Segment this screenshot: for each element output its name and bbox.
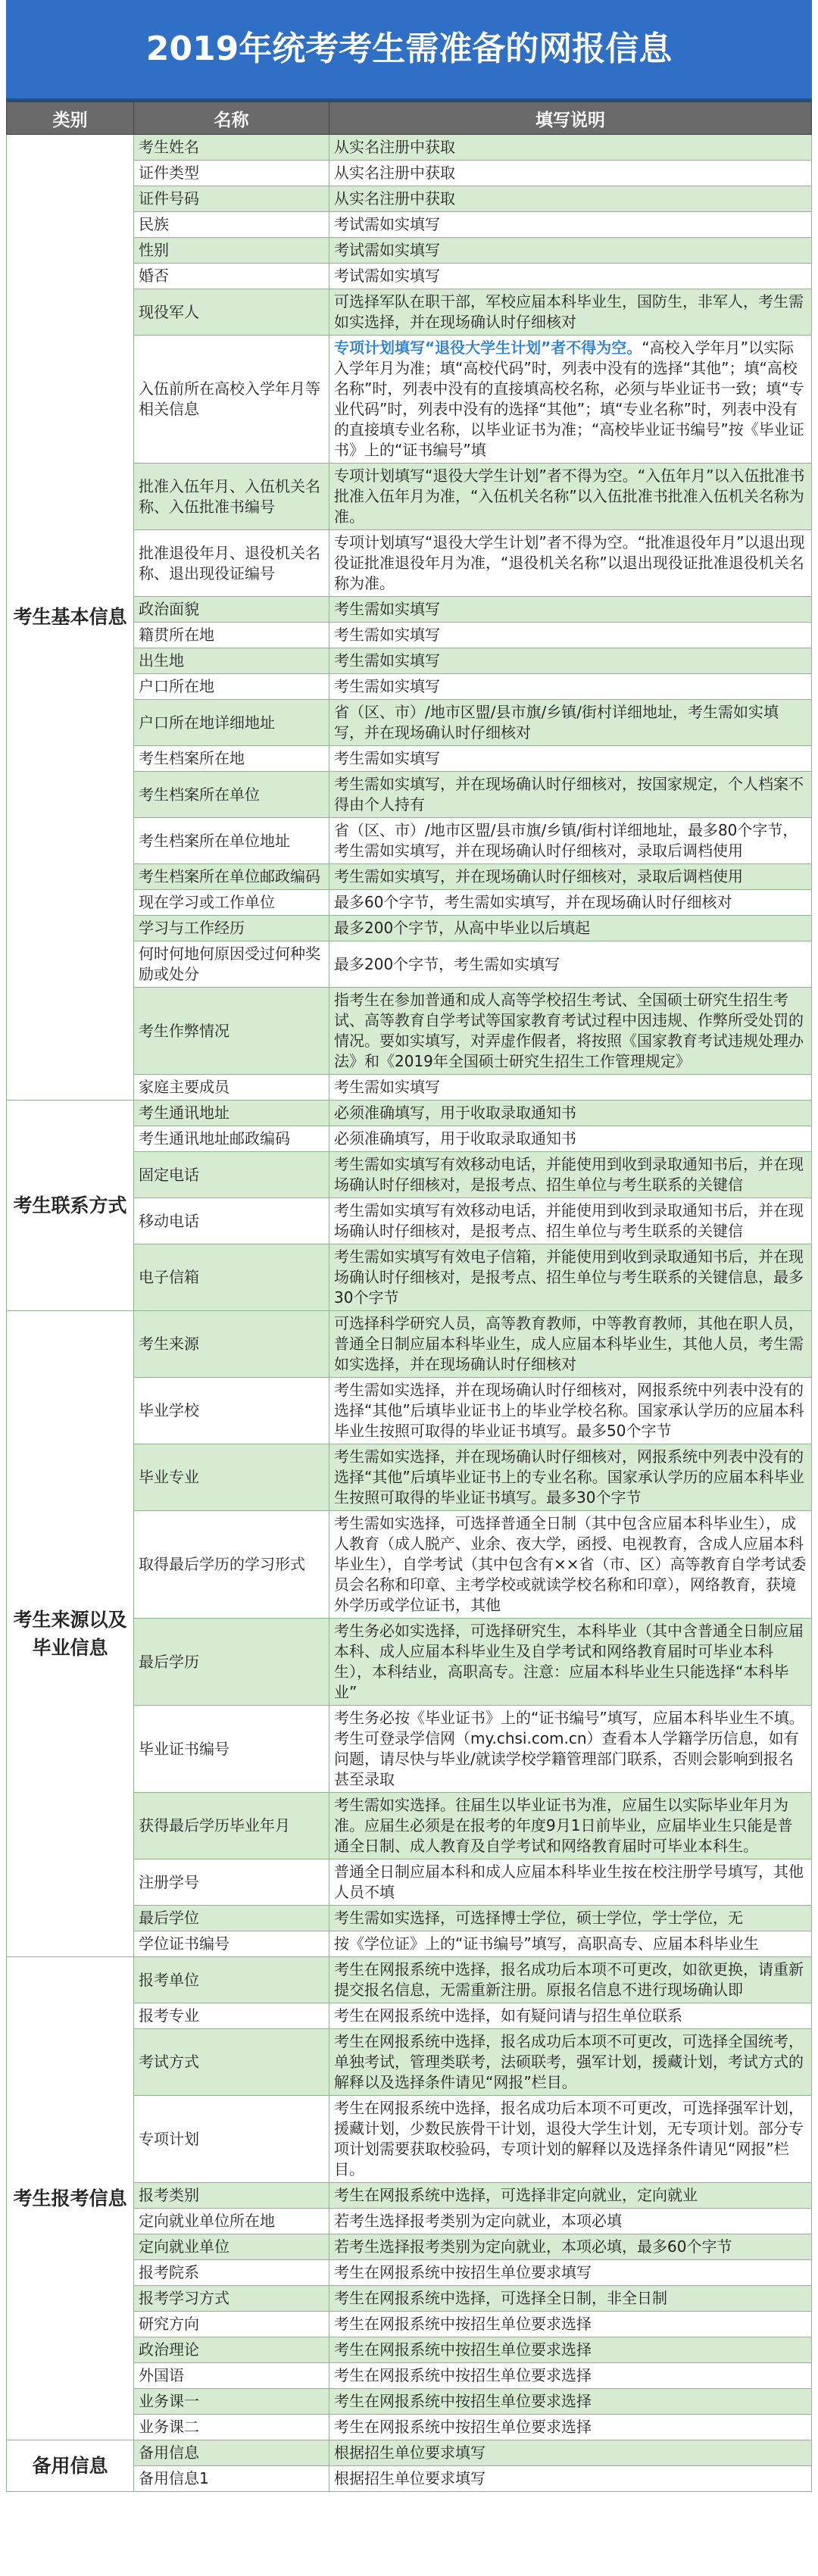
field-description: 考生需如实选择，并在现场确认时仔细核对，网报系统中列表中没有的选择“其他”后填毕业证书上的专业名称。国家承认学历的应届本科毕业生按照可取得的毕业证书填写。最多30个字节 xyxy=(329,1444,812,1511)
field-description: 可选择军队在职干部，军校应届本科毕业生，国防生，非军人，考生需如实选择，并在现场确认时仔细核对 xyxy=(329,289,812,336)
category-cell: 考生来源以及毕业信息 xyxy=(7,1311,134,1957)
field-description: 考生需如实填写 xyxy=(329,648,812,674)
description-text: “高校入学年月”以实际入学年月为准；填“高校代码”时，列表中没有的选择“其他”；填“高校名称”时，列表中没有的直接填高校名称，必须与毕业证书一致；填“专业代码”时，列表中没有的选择“其他”；填“专业名称”时，列表中没有的直接填专业名称，以毕业证书为准；“高校毕业证书编号”按《毕业证书》上的“证书编号”填 xyxy=(334,339,804,459)
field-name: 考试方式 xyxy=(134,2029,329,2096)
field-description xyxy=(329,336,812,464)
field-description: 考生需如实填写 xyxy=(329,674,812,700)
field-description: 从实名注册中获取 xyxy=(329,161,812,186)
field-name: 外国语 xyxy=(134,2363,329,2389)
field-description: 考生需如实选择。往届生以毕业证书为准，应届生以实际毕业年月为准。应届生必须是在报考的年度9月1日前毕业，应届毕业生只能是普通全日制、成人教育及自学考试和网络教育届时可毕业本科生。 xyxy=(329,1793,812,1859)
field-name: 考生通讯地址邮政编码 xyxy=(134,1126,329,1152)
field-name: 何时何地何原因受过何种奖励或处分 xyxy=(134,941,329,988)
field-name: 报考类别 xyxy=(134,2183,329,2209)
field-description: 考生务必按《毕业证书》上的“证书编号”填写，应届本科毕业生不填。考生可登录学信网（my.chsi.com.cn）查看本人学籍学历信息，如有问题，请尽快与毕业/就读学校学籍管理部门联系，否则会影响到报名甚至录取 xyxy=(329,1706,812,1793)
field-description: 专项计划填写“退役大学生计划”者不得为空。“批准退役年月”以退出现役证批准退役年月为准，“退役机关名称”以退出现役证批准退役机关名称为准。 xyxy=(329,530,812,597)
field-name: 业务课二 xyxy=(134,2415,329,2440)
field-name: 学习与工作经历 xyxy=(134,916,329,941)
field-name: 备用信息1 xyxy=(134,2466,329,2492)
field-name: 户口所在地详细地址 xyxy=(134,700,329,746)
field-name: 考生档案所在地 xyxy=(134,746,329,772)
field-name: 报考学习方式 xyxy=(134,2286,329,2312)
field-description: 考生在网报系统中按招生单位要求选择 xyxy=(329,2415,812,2440)
field-name: 考生档案所在单位邮政编码 xyxy=(134,864,329,890)
field-name: 政治面貌 xyxy=(134,597,329,623)
category-cell: 考生报考信息 xyxy=(7,1957,134,2440)
field-name: 籍贯所在地 xyxy=(134,623,329,648)
page-title: 2019年统考考生需准备的网报信息 xyxy=(6,0,812,101)
field-name: 户口所在地 xyxy=(134,674,329,700)
field-name: 专项计划 xyxy=(134,2096,329,2183)
field-description: 考生需如实填写，并在现场确认时仔细核对，按国家规定，个人档案不得由个人持有 xyxy=(329,772,812,818)
field-description: 根据招生单位要求填写 xyxy=(329,2466,812,2492)
field-name: 定向就业单位 xyxy=(134,2234,329,2260)
field-description: 考生需如实选择，并在现场确认时仔细核对，网报系统中列表中没有的选择“其他”后填毕业证书上的毕业学校名称。国家承认学历的应届本科毕业生按照可取得的毕业证书填写。最多50个字节 xyxy=(329,1378,812,1444)
field-description: 最多60个字节，考生需如实填写，并在现场确认时仔细核对 xyxy=(329,890,812,916)
field-name: 批准入伍年月、入伍机关名称、入伍批准书编号 xyxy=(134,464,329,530)
field-name: 性别 xyxy=(134,238,329,264)
field-description: 根据招生单位要求填写 xyxy=(329,2440,812,2466)
field-description: 指考生在参加普通和成人高等学校招生考试、全国硕士研究生招生考试、高等教育自学考试等国家教育考试过程中因违规、作弊所受处罚的情况。要如实填写，对弄虚作假者，将按照《国家教育考试违规处理办法》和《2019年全国硕士研究生招生工作管理规定》 xyxy=(329,988,812,1075)
field-name: 考生作弊情况 xyxy=(134,988,329,1075)
field-name: 学位证书编号 xyxy=(134,1931,329,1957)
field-name: 考生档案所在单位地址 xyxy=(134,818,329,864)
field-description: 考生在网报系统中按招生单位要求选择 xyxy=(329,2312,812,2337)
field-name: 电子信箱 xyxy=(134,1244,329,1311)
header-desc: 填写说明 xyxy=(329,102,812,135)
field-description: 从实名注册中获取 xyxy=(329,186,812,212)
field-name: 民族 xyxy=(134,212,329,238)
field-name: 家庭主要成员 xyxy=(134,1075,329,1101)
field-description: 考生在网报系统中按招生单位要求填写 xyxy=(329,2260,812,2286)
field-name: 定向就业单位所在地 xyxy=(134,2209,329,2234)
field-description: 考生需如实填写，并在现场确认时仔细核对，录取后调档使用 xyxy=(329,864,812,890)
table-row xyxy=(7,1311,812,1378)
field-description: 考生在网报系统中选择，可选择非定向就业，定向就业 xyxy=(329,2183,812,2209)
table-header xyxy=(7,102,812,135)
field-description: 可选择科学研究人员，高等教育教师，中等教育教师，其他在职人员，普通全日制应届本科毕业生，成人应届本科毕业生，其他人员，考生需如实选择，并在现场确认时仔细核对 xyxy=(329,1311,812,1378)
field-description: 考试需如实填写 xyxy=(329,212,812,238)
field-name: 婚否 xyxy=(134,264,329,289)
field-name: 备用信息 xyxy=(134,2440,329,2466)
table-body xyxy=(7,135,812,2492)
field-name: 业务课一 xyxy=(134,2389,329,2415)
table-row xyxy=(7,1957,812,2003)
field-name: 考生姓名 xyxy=(134,135,329,161)
field-description: 若考生选择报考类别为定向就业，本项必填 xyxy=(329,2209,812,2234)
field-description: 考生需如实填写有效电子信箱，并能使用到收到录取通知书后，并在现场确认时仔细核对，是报考点、招生单位与考生联系的关键信息，最多30个字节 xyxy=(329,1244,812,1311)
field-name: 出生地 xyxy=(134,648,329,674)
field-name: 批准退役年月、退役机关名称、退出现役证编号 xyxy=(134,530,329,597)
field-name: 现在学习或工作单位 xyxy=(134,890,329,916)
field-description: 必须准确填写，用于收取录取通知书 xyxy=(329,1101,812,1126)
highlight-note: 专项计划填写“退役大学生计划”者不得为空。 xyxy=(334,339,642,357)
field-name: 移动电话 xyxy=(134,1198,329,1244)
field-description: 专项计划填写“退役大学生计划”者不得为空。“入伍年月”以入伍批准书批准入伍年月为准，“入伍机关名称”以入伍批准书批准入伍机关名称为准。 xyxy=(329,464,812,530)
field-description: 考生在网报系统中选择，如有疑问请与招生单位联系 xyxy=(329,2003,812,2029)
category-cell: 考生基本信息 xyxy=(7,135,134,1101)
field-description: 最多200个字节，从高中毕业以后填起 xyxy=(329,916,812,941)
header-category: 类别 xyxy=(7,102,134,135)
field-description: 考生需如实填写有效移动电话，并能使用到收到录取通知书后，并在现场确认时仔细核对，是报考点、招生单位与考生联系的关键信 xyxy=(329,1152,812,1198)
field-name: 毕业学校 xyxy=(134,1378,329,1444)
field-description: 按《学位证》上的“证书编号”填写，高职高专、应届本科毕业生 xyxy=(329,1931,812,1957)
field-name: 获得最后学历毕业年月 xyxy=(134,1793,329,1859)
field-description: 考生在网报系统中选择，报名成功后本项不可更改，可选择强军计划，援藏计划，少数民族骨干计划，退役大学生计划，无专项计划。部分专项计划需要获取校验码，专项计划的解释以及选择条件请见“网报”栏目。 xyxy=(329,2096,812,2183)
field-description: 最多200个字节，考生需如实填写 xyxy=(329,941,812,988)
field-description: 考生需如实填写有效移动电话，并能使用到收到录取通知书后，并在现场确认时仔细核对，是报考点、招生单位与考生联系的关键信 xyxy=(329,1198,812,1244)
header-name: 名称 xyxy=(134,102,329,135)
field-name: 现役军人 xyxy=(134,289,329,336)
field-description: 从实名注册中获取 xyxy=(329,135,812,161)
field-name: 最后学历 xyxy=(134,1619,329,1706)
field-name: 最后学位 xyxy=(134,1906,329,1931)
field-name: 政治理论 xyxy=(134,2337,329,2363)
field-description: 普通全日制应届本科和成人应届本科毕业生按在校注册学号填写，其他人员不填 xyxy=(329,1859,812,1906)
category-cell: 备用信息 xyxy=(7,2440,134,2492)
field-description: 考生在网报系统中选择，可选择全日制，非全日制 xyxy=(329,2286,812,2312)
field-description: 考生在网报系统中按招生单位要求选择 xyxy=(329,2337,812,2363)
table-row xyxy=(7,135,812,161)
field-name: 固定电话 xyxy=(134,1152,329,1198)
field-name: 研究方向 xyxy=(134,2312,329,2337)
table-row xyxy=(7,2440,812,2466)
field-name: 考生来源 xyxy=(134,1311,329,1378)
field-description: 必须准确填写，用于收取录取通知书 xyxy=(329,1126,812,1152)
info-table xyxy=(6,101,812,2492)
field-description: 考生需如实填写 xyxy=(329,1075,812,1101)
field-name: 取得最后学历的学习形式 xyxy=(134,1511,329,1619)
field-description: 考生需如实选择，可选择博士学位，硕士学位，学士学位，无 xyxy=(329,1906,812,1931)
field-name: 入伍前所在高校入学年月等相关信息 xyxy=(134,336,329,464)
field-name: 报考院系 xyxy=(134,2260,329,2286)
field-description: 考生需如实填写 xyxy=(329,623,812,648)
field-description: 考生需如实选择，可选择普通全日制（其中包含应届本科毕业生），成人教育（成人脱产、业余、夜大学，函授、电视教育，含成人应届本科毕业生），自学考试（其中包含有××省（市、区）高等教育自学考试委员会名称和印章、主考学校或就读学校名称和印章），网络教育，获境外学历或学位证书，其他 xyxy=(329,1511,812,1619)
field-description: 考试需如实填写 xyxy=(329,238,812,264)
field-description: 考试需如实填写 xyxy=(329,264,812,289)
category-cell: 考生联系方式 xyxy=(7,1101,134,1311)
field-description: 省（区、市）/地市区盟/县市旗/乡镇/街村详细地址，考生需如实填写，并在现场确认时仔细核对 xyxy=(329,700,812,746)
field-description: 若考生选择报考类别为定向就业，本项必填，最多60个字节 xyxy=(329,2234,812,2260)
field-name: 考生通讯地址 xyxy=(134,1101,329,1126)
field-description: 考生在网报系统中选择，报名成功后本项不可更改，如欲更换，请重新提交报名信息，无需重新注册。原报名信息不进行现场确认即 xyxy=(329,1957,812,2003)
field-name: 毕业证书编号 xyxy=(134,1706,329,1793)
field-description: 考生需如实填写 xyxy=(329,597,812,623)
field-name: 报考单位 xyxy=(134,1957,329,2003)
table-row xyxy=(7,1101,812,1126)
field-name: 考生档案所在单位 xyxy=(134,772,329,818)
field-name: 注册学号 xyxy=(134,1859,329,1906)
field-name: 毕业专业 xyxy=(134,1444,329,1511)
field-description: 考生务必如实选择，可选择研究生，本科毕业（其中含普通全日制应届本科、成人应届本科毕业生及自学考试和网络教育届时可毕业本科生），本科结业，高职高专。注意：应届本科毕业生只能选择“本科毕业” xyxy=(329,1619,812,1706)
field-description: 考生在网报系统中按招生单位要求选择 xyxy=(329,2363,812,2389)
field-name: 证件号码 xyxy=(134,186,329,212)
field-name: 证件类型 xyxy=(134,161,329,186)
field-description: 考生需如实填写 xyxy=(329,746,812,772)
field-description: 考生在网报系统中选择，报名成功后本项不可更改，可选择全国统考，单独考试，管理类联考，法硕联考，强军计划，援藏计划，考试方式的解释以及选择条件请见“网报”栏目。 xyxy=(329,2029,812,2096)
field-description: 考生在网报系统中按招生单位要求选择 xyxy=(329,2389,812,2415)
field-description: 省（区、市）/地市区盟/县市旗/乡镇/街村详细地址，最多80个字节，考生需如实填写，并在现场确认时仔细核对，录取后调档使用 xyxy=(329,818,812,864)
field-name: 报考专业 xyxy=(134,2003,329,2029)
